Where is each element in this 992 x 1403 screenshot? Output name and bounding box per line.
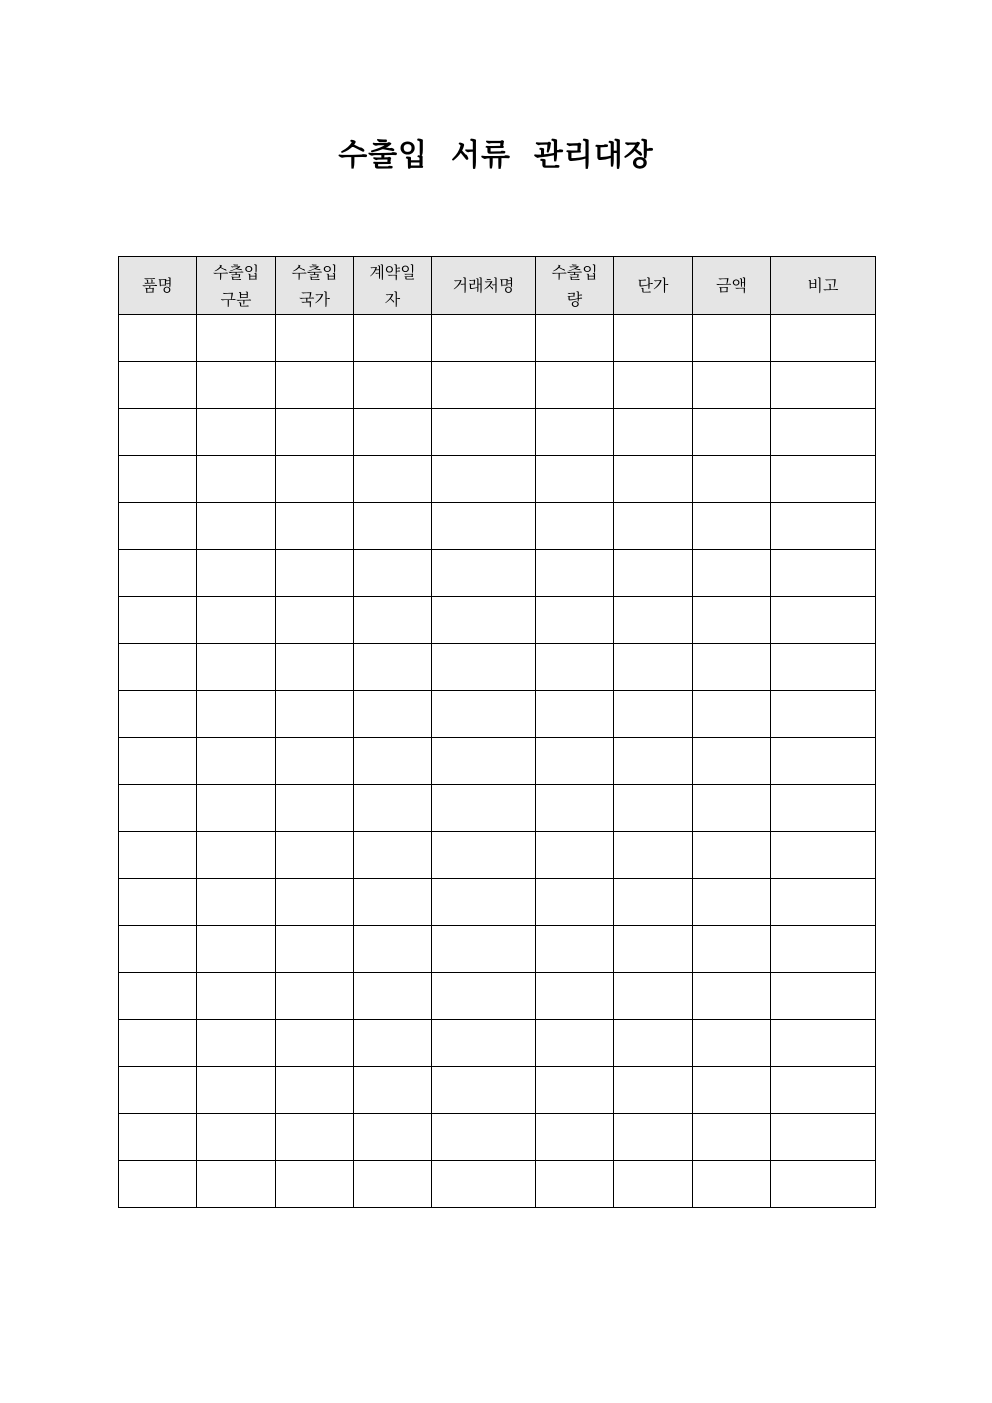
- table-cell: [693, 785, 771, 832]
- table-cell: [771, 1020, 876, 1067]
- table-cell: [614, 362, 693, 409]
- table-cell: [276, 503, 354, 550]
- table-cell: [276, 973, 354, 1020]
- table-row: [119, 1114, 876, 1161]
- table-cell: [536, 1161, 614, 1208]
- table-cell: [354, 1020, 432, 1067]
- table-cell: [432, 879, 536, 926]
- table-cell: [614, 1114, 693, 1161]
- table-cell: [276, 1114, 354, 1161]
- table-cell: [432, 1067, 536, 1114]
- table-cell: [119, 456, 197, 503]
- table-cell: [536, 503, 614, 550]
- table-cell: [771, 1161, 876, 1208]
- table-cell: [276, 785, 354, 832]
- table-cell: [432, 1114, 536, 1161]
- header-quantity: 수출입 량: [536, 257, 614, 315]
- table-cell: [119, 550, 197, 597]
- table-cell: [432, 315, 536, 362]
- table-cell: [197, 503, 276, 550]
- table-cell: [614, 1020, 693, 1067]
- table-cell: [771, 691, 876, 738]
- table-cell: [354, 785, 432, 832]
- table-cell: [354, 456, 432, 503]
- table-cell: [693, 456, 771, 503]
- table-cell: [614, 597, 693, 644]
- table-cell: [614, 785, 693, 832]
- table-row: [119, 1067, 876, 1114]
- table-cell: [197, 362, 276, 409]
- table-cell: [197, 879, 276, 926]
- table-cell: [693, 832, 771, 879]
- table-row: [119, 644, 876, 691]
- table-cell: [536, 832, 614, 879]
- table-cell: [354, 315, 432, 362]
- table-cell: [693, 1020, 771, 1067]
- table-cell: [276, 1020, 354, 1067]
- table-cell: [276, 879, 354, 926]
- table-cell: [354, 644, 432, 691]
- table-cell: [276, 691, 354, 738]
- ledger-body: [119, 315, 876, 1208]
- table-cell: [197, 456, 276, 503]
- table-cell: [614, 691, 693, 738]
- table-cell: [354, 1161, 432, 1208]
- table-cell: [693, 1114, 771, 1161]
- table-cell: [432, 409, 536, 456]
- table-cell: [354, 973, 432, 1020]
- table-cell: [119, 1067, 197, 1114]
- table-cell: [276, 738, 354, 785]
- table-cell: [771, 1067, 876, 1114]
- table-cell: [276, 926, 354, 973]
- table-cell: [354, 1114, 432, 1161]
- table-cell: [276, 362, 354, 409]
- table-cell: [197, 550, 276, 597]
- table-cell: [432, 550, 536, 597]
- table-cell: [432, 644, 536, 691]
- table-cell: [614, 550, 693, 597]
- table-cell: [693, 315, 771, 362]
- table-cell: [119, 879, 197, 926]
- table-cell: [432, 738, 536, 785]
- table-cell: [536, 597, 614, 644]
- table-cell: [276, 832, 354, 879]
- table-cell: [771, 832, 876, 879]
- header-item-name: 품명: [119, 257, 197, 315]
- table-cell: [432, 597, 536, 644]
- table-cell: [197, 644, 276, 691]
- table-row: [119, 503, 876, 550]
- table-cell: [119, 1020, 197, 1067]
- table-cell: [771, 362, 876, 409]
- table-cell: [536, 973, 614, 1020]
- table-cell: [536, 1114, 614, 1161]
- table-cell: [614, 503, 693, 550]
- table-cell: [197, 691, 276, 738]
- table-cell: [432, 362, 536, 409]
- table-cell: [614, 1067, 693, 1114]
- table-cell: [119, 738, 197, 785]
- table-cell: [614, 409, 693, 456]
- table-cell: [536, 1020, 614, 1067]
- table-cell: [536, 879, 614, 926]
- table-cell: [276, 1161, 354, 1208]
- table-cell: [432, 926, 536, 973]
- table-cell: [693, 362, 771, 409]
- table-cell: [197, 785, 276, 832]
- table-cell: [693, 1067, 771, 1114]
- table-cell: [197, 926, 276, 973]
- table-cell: [276, 550, 354, 597]
- table-cell: [119, 315, 197, 362]
- header-unit-price: 단가: [614, 257, 693, 315]
- table-cell: [536, 550, 614, 597]
- table-cell: [614, 926, 693, 973]
- table-row: [119, 926, 876, 973]
- header-row: [119, 257, 876, 315]
- table-cell: [276, 597, 354, 644]
- table-cell: [354, 1067, 432, 1114]
- table-row: [119, 1020, 876, 1067]
- table-cell: [197, 832, 276, 879]
- table-cell: [354, 738, 432, 785]
- table-cell: [432, 1161, 536, 1208]
- table-row: [119, 315, 876, 362]
- header-remarks: 비고: [771, 257, 876, 315]
- table-cell: [771, 1114, 876, 1161]
- table-cell: [119, 691, 197, 738]
- table-cell: [693, 973, 771, 1020]
- table-cell: [276, 644, 354, 691]
- table-cell: [197, 1020, 276, 1067]
- table-cell: [354, 691, 432, 738]
- table-cell: [771, 597, 876, 644]
- table-cell: [614, 1161, 693, 1208]
- header-trade-type: 수출입 구분: [197, 257, 276, 315]
- table-row: [119, 1161, 876, 1208]
- table-cell: [614, 738, 693, 785]
- table-cell: [771, 973, 876, 1020]
- header-client-name: 거래처명: [432, 257, 536, 315]
- table-cell: [771, 926, 876, 973]
- table-cell: [614, 973, 693, 1020]
- table-cell: [119, 503, 197, 550]
- table-cell: [771, 738, 876, 785]
- table-cell: [354, 409, 432, 456]
- table-cell: [197, 973, 276, 1020]
- table-cell: [614, 644, 693, 691]
- table-cell: [197, 738, 276, 785]
- table-row: [119, 832, 876, 879]
- table-cell: [693, 738, 771, 785]
- table-cell: [693, 1161, 771, 1208]
- table-cell: [432, 456, 536, 503]
- table-cell: [536, 456, 614, 503]
- table-cell: [119, 926, 197, 973]
- table-row: [119, 973, 876, 1020]
- table-cell: [432, 503, 536, 550]
- header-contract-date: 계약일 자: [354, 257, 432, 315]
- table-row: [119, 879, 876, 926]
- table-cell: [276, 315, 354, 362]
- table-cell: [771, 503, 876, 550]
- table-cell: [119, 597, 197, 644]
- table-cell: [276, 456, 354, 503]
- table-cell: [354, 597, 432, 644]
- table-cell: [354, 550, 432, 597]
- table-cell: [771, 785, 876, 832]
- table-cell: [119, 832, 197, 879]
- table-cell: [119, 785, 197, 832]
- table-cell: [614, 315, 693, 362]
- table-cell: [536, 315, 614, 362]
- table-cell: [197, 315, 276, 362]
- table-cell: [536, 691, 614, 738]
- table-row: [119, 456, 876, 503]
- table-cell: [432, 691, 536, 738]
- table-cell: [354, 926, 432, 973]
- table-cell: [119, 1114, 197, 1161]
- import-export-ledger-table: [118, 256, 876, 1208]
- document-title: 수출입 서류 관리대장: [338, 138, 654, 173]
- table-cell: [276, 1067, 354, 1114]
- table-cell: [693, 879, 771, 926]
- table-cell: [197, 1114, 276, 1161]
- table-cell: [693, 644, 771, 691]
- table-cell: [614, 879, 693, 926]
- table-cell: [771, 550, 876, 597]
- table-cell: [614, 456, 693, 503]
- table-cell: [536, 409, 614, 456]
- table-cell: [119, 409, 197, 456]
- table-cell: [614, 832, 693, 879]
- table-cell: [693, 409, 771, 456]
- table-cell: [693, 550, 771, 597]
- table-cell: [119, 1161, 197, 1208]
- table-cell: [693, 691, 771, 738]
- table-cell: [276, 409, 354, 456]
- table-cell: [119, 644, 197, 691]
- table-row: [119, 362, 876, 409]
- table-cell: [693, 597, 771, 644]
- table-row: [119, 409, 876, 456]
- table-cell: [536, 785, 614, 832]
- table-cell: [536, 362, 614, 409]
- table-cell: [354, 879, 432, 926]
- table-cell: [771, 456, 876, 503]
- table-cell: [119, 362, 197, 409]
- table-cell: [693, 926, 771, 973]
- table-cell: [536, 738, 614, 785]
- table-cell: [432, 785, 536, 832]
- table-cell: [432, 1020, 536, 1067]
- header-amount: 금액: [693, 257, 771, 315]
- table-cell: [197, 597, 276, 644]
- table-cell: [197, 1161, 276, 1208]
- table-cell: [771, 879, 876, 926]
- table-cell: [536, 926, 614, 973]
- table-cell: [197, 409, 276, 456]
- table-cell: [771, 644, 876, 691]
- table-cell: [432, 973, 536, 1020]
- table-row: [119, 738, 876, 785]
- table-cell: [771, 409, 876, 456]
- table-cell: [432, 832, 536, 879]
- table-cell: [693, 503, 771, 550]
- table-cell: [119, 973, 197, 1020]
- table-row: [119, 785, 876, 832]
- header-trade-country: 수출입 국가: [276, 257, 354, 315]
- table-cell: [354, 832, 432, 879]
- table-row: [119, 691, 876, 738]
- table-cell: [536, 1067, 614, 1114]
- table-row: [119, 597, 876, 644]
- table-cell: [771, 315, 876, 362]
- table-cell: [354, 503, 432, 550]
- table-cell: [197, 1067, 276, 1114]
- table-cell: [536, 644, 614, 691]
- table-cell: [354, 362, 432, 409]
- table-row: [119, 550, 876, 597]
